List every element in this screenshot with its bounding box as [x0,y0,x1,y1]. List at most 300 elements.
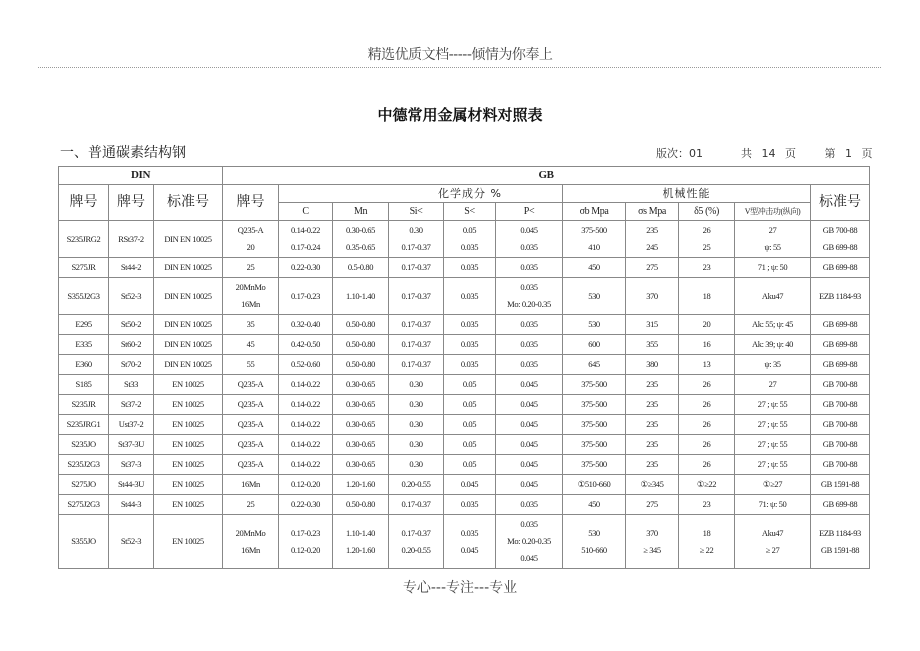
gb-group-header: GB [223,167,870,185]
gb-grade-cell [223,315,279,335]
material-comparison-table [58,166,870,569]
cell-value: 0.045 [460,544,479,555]
silicon-cell [389,435,444,455]
col-c: C [279,203,333,221]
page-current: 第 1 页 [824,147,873,160]
carbon-cell [279,258,333,278]
cell-value: St44-2 [120,262,142,272]
cell-value: 0.30 [409,225,423,235]
din-grade-cell [59,455,109,475]
sulfur-cell [444,315,496,335]
group-header-row [59,167,870,185]
sulfur-cell [444,515,496,569]
cell-value: ≥ 22 [699,544,714,555]
cell-value: GB 699-88 [822,262,858,272]
din-grade-cell [59,335,109,355]
cell-value: 20 [246,242,255,252]
cell-value: St52-3 [120,290,142,301]
carbon-cell [279,375,333,395]
cell-value: 375-500 [581,439,607,449]
din-grade-old-cell [109,515,154,569]
din-grade-old-cell [109,395,154,415]
din-grade-cell [59,375,109,395]
cell-value: 0.035 [460,262,479,272]
cell-value: 0.14-0.22 [291,399,320,409]
table-row [59,278,870,315]
table-row [59,221,870,258]
cell-value: 0.035 [520,519,538,529]
cell-value: Ust37-2 [118,419,144,429]
cell-value: 380 [646,359,658,369]
phosphorus-cell [496,435,563,455]
yield-strength-cell [626,315,679,335]
cell-value: 0.05 [462,379,477,389]
gb-standard-cell [811,455,870,475]
cell-value: 0.17-0.37 [401,262,431,272]
cell-value: ①≥345 [640,479,664,489]
cell-value: GB 700-88 [822,225,858,235]
silicon-cell [389,375,444,395]
mechanical-properties-header: 机械性能 [563,185,811,203]
sulfur-cell [444,375,496,395]
tensile-strength-cell [563,435,626,455]
impact-energy-cell [735,455,811,475]
sulfur-cell [444,435,496,455]
din-standard-cell [154,335,223,355]
din-standard-cell [154,475,223,495]
din-standard-cell [154,395,223,415]
cell-value: GB 700-88 [822,459,858,469]
phosphorus-cell [496,495,563,515]
cell-value: DIN EN 10025 [164,319,212,329]
cell-value: 0.50-0.80 [346,339,375,349]
page-total: 共 14 页 [741,147,796,160]
cell-value: GB 1591-88 [820,544,860,555]
cell-value: Mo: 0.20-0.35 [507,536,551,546]
silicon-cell [389,355,444,375]
cell-value: 23 [702,262,711,272]
cell-value: 0.035 [520,359,538,369]
elongation-cell [679,455,735,475]
sulfur-cell [444,278,496,315]
cell-value: 26 [702,419,711,429]
cell-value: S355JO [71,536,96,546]
din-standard-cell [154,355,223,375]
sulfur-cell [444,455,496,475]
cell-value: 0.05 [462,225,477,235]
cell-value: 0.17-0.37 [401,319,431,329]
manganese-cell [333,355,389,375]
table-row [59,495,870,515]
carbon-cell [279,278,333,315]
tensile-strength-cell [563,278,626,315]
sulfur-cell [444,475,496,495]
sulfur-cell [444,495,496,515]
elongation-cell [679,495,735,515]
din-standard-cell [154,515,223,569]
din-standard-cell [154,315,223,335]
carbon-cell [279,315,333,335]
tensile-strength-cell [563,395,626,415]
gb-grade-cell [223,435,279,455]
cell-value: 0.30-0.65 [346,225,375,235]
elongation-cell [679,355,735,375]
cell-value: EN 10025 [172,499,204,509]
cell-value: 0.30 [409,379,423,389]
cell-value: ①510-660 [577,479,611,489]
cell-value: 18 [702,527,711,538]
phosphorus-cell [496,375,563,395]
cell-value: 645 [588,359,600,369]
silicon-cell [389,495,444,515]
gb-grade-cell [223,395,279,415]
tensile-strength-cell [563,495,626,515]
carbon-cell [279,355,333,375]
cell-value: 25 [702,242,711,252]
cell-value: 375-500 [581,399,607,409]
page-info [656,145,873,161]
carbon-cell [279,495,333,515]
cell-value: GB 700-88 [822,379,858,389]
sulfur-cell [444,355,496,375]
cell-value: 0.30 [409,459,423,469]
sulfur-cell [444,221,496,258]
cell-value: 235 [646,379,658,389]
cell-value: 27 ; ψ: 55 [757,399,788,409]
cell-value: 35 [246,319,255,329]
yield-strength-cell [626,375,679,395]
cell-value: 0.50-0.80 [346,359,375,369]
din-standard-cell [154,278,223,315]
din-grade-header-1: 牌号 [59,185,109,221]
din-grade-old-cell [109,278,154,315]
cell-value: 0.035 [460,242,479,252]
gb-standard-cell [811,335,870,355]
cell-value: 27 ; ψ: 55 [757,419,788,429]
cell-value: S275JR [71,262,96,272]
cell-value: 275 [646,499,658,509]
manganese-cell [333,375,389,395]
cell-value: 235 [646,439,658,449]
din-standard-header: 标准号 [154,185,223,221]
cell-value: 26 [702,225,711,235]
silicon-cell [389,515,444,569]
cell-value: 0.17-0.37 [401,290,431,301]
yield-strength-cell [626,515,679,569]
table-row [59,315,870,335]
page-footer: 专心---专注---专业 [402,580,518,596]
cell-value: GB 699-88 [822,339,858,349]
cell-value: GB 700-88 [822,419,858,429]
cell-value: 0.035 [460,499,479,509]
cell-value: 0.045 [520,439,538,449]
tensile-strength-cell [563,315,626,335]
tensile-strength-cell [563,375,626,395]
cell-value: 0.17-0.23 [291,290,320,301]
cell-value: 16Mn [241,299,260,309]
manganese-cell [333,455,389,475]
cell-value: 375-500 [581,459,607,469]
cell-value: 0.035 [520,242,538,252]
cell-value: 355 [646,339,658,349]
sulfur-cell [444,395,496,415]
impact-energy-cell [735,375,811,395]
cell-value: DIN EN 10025 [164,339,212,349]
phosphorus-cell [496,395,563,415]
din-grade-old-cell [109,258,154,278]
yield-strength-cell [626,221,679,258]
phosphorus-cell [496,455,563,475]
gb-grade-cell [223,515,279,569]
gb-standard-cell [811,221,870,258]
elongation-cell [679,221,735,258]
cell-value: 0.05 [462,419,477,429]
cell-value: 375-500 [581,225,607,235]
cell-value: 0.035 [460,290,479,301]
gb-grade-cell [223,278,279,315]
cell-value: 13 [702,359,711,369]
yield-strength-cell [626,415,679,435]
phosphorus-cell [496,278,563,315]
cell-value: 0.035 [460,339,479,349]
cell-value: 0.035 [520,319,538,329]
cell-value: 0.045 [520,379,538,389]
cell-value: 0.35-0.65 [346,242,375,252]
gb-standard-cell [811,515,870,569]
cell-value: St70-2 [120,359,142,369]
cell-value: E295 [75,319,92,329]
gb-grade-cell [223,355,279,375]
cell-value: 0.30-0.65 [346,399,375,409]
cell-value: 370 [646,527,658,538]
silicon-cell [389,315,444,335]
cell-value: St37-3U [117,439,144,449]
din-grade-old-cell [109,435,154,455]
phosphorus-cell [496,315,563,335]
elongation-cell [679,415,735,435]
din-grade-cell [59,475,109,495]
cell-value: 18 [702,290,711,301]
cell-value: 530 [588,290,600,301]
cell-value: 0.035 [520,339,538,349]
elongation-cell [679,395,735,415]
cell-value: DIN EN 10025 [164,290,212,301]
cell-value: Q235-A [237,439,264,449]
phosphorus-cell [496,475,563,495]
edition-label: 版次：01 [656,147,703,160]
cell-value: 0.035 [520,282,538,292]
cell-value: 0.045 [520,399,538,409]
cell-value: St50-2 [120,319,142,329]
din-grade-old-cell [109,375,154,395]
table-row [59,395,870,415]
din-grade-old-cell [109,335,154,355]
cell-value: 1.10-1.40 [346,527,375,538]
phosphorus-cell [496,258,563,278]
cell-value: ≥ 345 [643,544,661,555]
manganese-cell [333,258,389,278]
page-header: 精选优质文档-----倾情为你奉上 [367,47,553,63]
din-grade-old-cell [109,475,154,495]
cell-value: 0.035 [460,359,479,369]
cell-value: 0.30 [409,439,423,449]
gb-grade-cell [223,258,279,278]
gb-grade-cell [223,335,279,355]
gb-standard-cell [811,395,870,415]
cell-value: 245 [646,242,658,252]
gb-grade-cell [223,475,279,495]
cell-value: 26 [702,379,711,389]
cell-value: 0.30 [409,419,423,429]
document-title: 中德常用金属材料对照表 [377,106,543,124]
cell-value: 0.17-0.37 [401,527,431,538]
cell-value: EN 10025 [172,536,204,546]
cell-value: EN 10025 [172,379,204,389]
tensile-strength-cell [563,455,626,475]
gb-grade-cell [223,415,279,435]
header-divider [38,67,881,68]
din-standard-cell [154,221,223,258]
manganese-cell [333,278,389,315]
impact-energy-cell [735,278,811,315]
table-row [59,415,870,435]
col-si: Si< [389,203,444,221]
cell-value: 20MnMo [235,527,266,538]
din-standard-cell [154,258,223,278]
cell-value: S355J2G3 [67,290,100,301]
phosphorus-cell [496,355,563,375]
cell-value: GB 699-88 [822,319,858,329]
din-standard-cell [154,415,223,435]
carbon-cell [279,515,333,569]
gb-standard-cell [811,435,870,455]
cell-value: St60-2 [120,339,142,349]
cell-value: 0.30-0.65 [346,419,375,429]
cell-value: 235 [646,459,658,469]
cell-value: 0.035 [520,262,538,272]
cell-value: E335 [75,339,92,349]
cell-value: EN 10025 [172,459,204,469]
cell-value: EN 10025 [172,439,204,449]
elongation-cell [679,335,735,355]
cell-value: EN 10025 [172,419,204,429]
cell-value: 0.20-0.55 [401,479,431,489]
cell-value: ψ: 55 [764,242,781,252]
manganese-cell [333,435,389,455]
cell-value: 20 [702,319,711,329]
cell-value: 0.17-0.37 [401,359,431,369]
cell-value: S275JO [71,479,96,489]
cell-value: DIN EN 10025 [164,233,212,244]
cell-value: 0.17-0.37 [401,499,431,509]
silicon-cell [389,415,444,435]
cell-value: 0.22-0.30 [291,499,320,509]
cell-value: 0.045 [520,479,538,489]
cell-value: 23 [702,499,711,509]
cell-value: S235JRG2 [66,233,101,244]
din-grade-cell [59,315,109,335]
col-tensile: σb Mpa [563,203,626,221]
cell-value: GB 699-88 [822,359,858,369]
carbon-cell [279,415,333,435]
cell-value: Q235-A [237,419,264,429]
cell-value: 0.05 [462,459,477,469]
din-grade-cell [59,515,109,569]
cell-value: 0.05 [462,399,477,409]
yield-strength-cell [626,258,679,278]
impact-energy-cell [735,221,811,258]
cell-value: GB 700-88 [822,439,858,449]
sulfur-cell [444,258,496,278]
cell-value: 16 [702,339,711,349]
cell-value: 0.42-0.50 [291,339,320,349]
cell-value: 0.14-0.22 [291,419,320,429]
cell-value: S235JO [71,439,96,449]
din-standard-cell [154,455,223,475]
cell-value: 26 [702,459,711,469]
din-standard-cell [154,375,223,395]
cell-value: 510-660 [581,544,607,555]
cell-value: Ak: 55; ψ: 45 [752,319,793,329]
carbon-cell [279,455,333,475]
cell-value: 0.17-0.23 [291,527,320,538]
cell-value: Mo: 0.20-0.35 [507,299,551,309]
yield-strength-cell [626,475,679,495]
gb-grade-cell [223,495,279,515]
cell-value: 370 [646,290,658,301]
manganese-cell [333,515,389,569]
yield-strength-cell [626,355,679,375]
table-row [59,335,870,355]
din-grade-old-cell [109,455,154,475]
cell-value: 450 [588,262,600,272]
yield-strength-cell [626,435,679,455]
cell-value: 0.17-0.24 [291,242,320,252]
cell-value: 0.30 [409,399,423,409]
din-grade-old-cell [109,415,154,435]
cell-value: 0.50-0.80 [346,499,375,509]
cell-value: 530 [588,319,600,329]
cell-value: 0.045 [520,225,538,235]
col-yield: σs Mpa [626,203,679,221]
chemical-composition-header: 化学成分 % [279,185,563,203]
silicon-cell [389,258,444,278]
din-grade-cell [59,415,109,435]
cell-value: St44-3U [117,479,144,489]
cell-value: 450 [588,499,600,509]
carbon-cell [279,335,333,355]
cell-value: 0.045 [460,479,479,489]
cell-value: Q235-A [237,459,264,469]
cell-value: 71 ; ψ: 50 [757,262,788,272]
cell-value: 1.10-1.40 [346,290,375,301]
cell-value: St37-3 [120,459,142,469]
din-standard-cell [154,495,223,515]
cell-value: 0.52-0.60 [291,359,320,369]
cell-value: 0.14-0.22 [291,379,320,389]
cell-value: 25 [246,262,255,272]
cell-value: 275 [646,262,658,272]
cell-value: St52-3 [120,536,142,546]
cell-value: S275J2G3 [67,499,100,509]
cell-value: 0.045 [520,419,538,429]
table-row [59,375,870,395]
gb-standard-cell [811,258,870,278]
cell-value: ①≥27 [762,479,783,489]
impact-energy-cell [735,335,811,355]
cell-value: 0.035 [460,527,479,538]
gb-standard-cell [811,278,870,315]
